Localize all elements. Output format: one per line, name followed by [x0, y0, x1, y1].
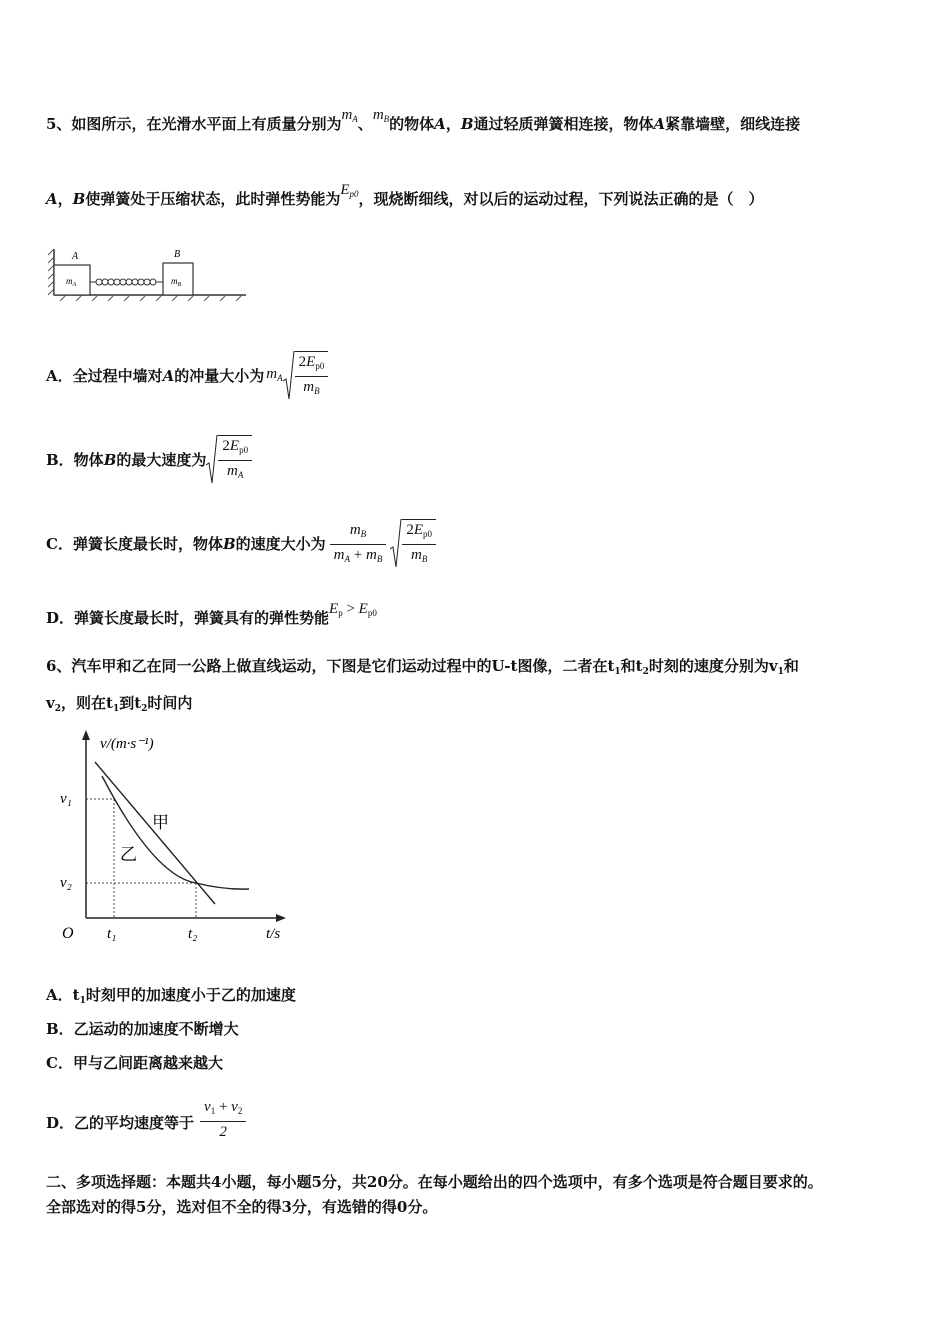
x-axis-label: t/s — [266, 926, 281, 942]
average-velocity-fraction: $\frac{v_1 + v_2}{2}$ — [200, 1097, 246, 1142]
q6-option-b[interactable]: B．乙运动的加速度不断增大 — [46, 1020, 239, 1038]
v2-label: v₂ — [60, 875, 72, 891]
ep0-symbol: $E_{p0}$ — [340, 182, 359, 199]
q5-stem-line1: 5、如图所示，在光滑水平面上有质量分别为$m_A$、$m_B$的物体A，B通过轻质弹簧相连接，物体A紧靠墙壁，细线连接 — [46, 107, 801, 133]
jia-label: 甲 — [152, 813, 169, 832]
block-b — [163, 263, 193, 295]
x-axis-arrow-icon — [276, 914, 286, 922]
y-axis-arrow-icon — [82, 730, 90, 740]
box-b-text: $m_B$ — [171, 276, 182, 288]
jia-curve — [102, 776, 249, 889]
sqrt-expression: $\frac{2E_{p0}}{m_A}$ — [206, 435, 252, 485]
q5-option-b[interactable]: B．物体 B 的最大速度为 $\frac{2E_{p0}}{m_A}$ — [46, 430, 252, 490]
q5-stem-line2: A，B使弹簧处于压缩状态，此时弹性势能为$E_{p0}$，现烧断细线，对以后的运动过程，下列说法正确的是（ ） — [46, 182, 764, 208]
q6-option-a[interactable]: A．$t_1$时刻甲的加速度小于乙的加速度 — [46, 986, 296, 1006]
energy-inequality: $E_p > E_{p0}$ — [329, 601, 377, 618]
q6-option-c[interactable]: C．甲与乙间距离越来越大 — [46, 1054, 223, 1072]
mass-a-symbol: $m_A$ — [341, 107, 358, 124]
q6-option-d[interactable]: D．乙的平均速度等于 $\frac{v_1 + v_2}{2}$ — [46, 1086, 246, 1136]
section2-heading-line2: 全部选对的得5分，选对但不全的得3分，有选错的得0分。 — [46, 1198, 438, 1216]
y-axis-label: v/(m·s⁻¹) — [100, 736, 154, 752]
v1-label: v₁ — [60, 791, 72, 807]
mass-ratio-fraction: $\frac{m_B}{m_A + m_B}$ — [330, 520, 387, 569]
box-a-text: $m_A$ — [66, 276, 77, 288]
yi-label: 乙 — [120, 845, 137, 864]
vt-graph — [54, 726, 300, 948]
mass-b-symbol: $m_B$ — [372, 107, 390, 124]
origin-label: O — [62, 925, 74, 942]
spring — [90, 279, 163, 285]
section2-heading-line1: 二、多项选择题：本题共4小题，每小题5分，共20分。在每小题给出的四个选项中，有多个选项是符合题目要求的。 — [46, 1173, 823, 1191]
q5-option-a[interactable]: A．全过程中墙对 A 的冲量大小为 $m_A$ $\frac{2E_{p0}}{m_B}$ — [46, 346, 328, 406]
sqrt-expression: $\frac{2E_{p0}}{m_B}$ — [283, 351, 329, 401]
t2-label: t₂ — [188, 926, 198, 942]
q5-option-c[interactable]: C．弹簧长度最长时，物体 B 的速度大小为 $\frac{m_B}{m_A + m_B}$ $\frac{2E_{p0}}{m_B}$ — [46, 514, 436, 574]
q6-stem-line2: $v_2$，则在$t_1$到$t_2$时间内 — [46, 694, 193, 714]
spring-block-figure — [46, 243, 248, 303]
q5-option-d[interactable]: D．弹簧长度最长时，弹簧具有的弹性势能$E_p > E_{p0}$ — [46, 601, 377, 627]
t1-label: t₁ — [107, 926, 117, 942]
label-a: A — [72, 251, 79, 262]
sqrt-expression: $\frac{2E_{p0}}{m_B}$ — [390, 519, 436, 569]
q6-stem-line1: 6、汽车甲和乙在同一公路上做直线运动，下图是它们运动过程中的U-t图像，二者在$t_1$和$t_2$时刻的速度分别为$v_1$和 — [46, 657, 799, 677]
label-b: B — [174, 249, 181, 260]
